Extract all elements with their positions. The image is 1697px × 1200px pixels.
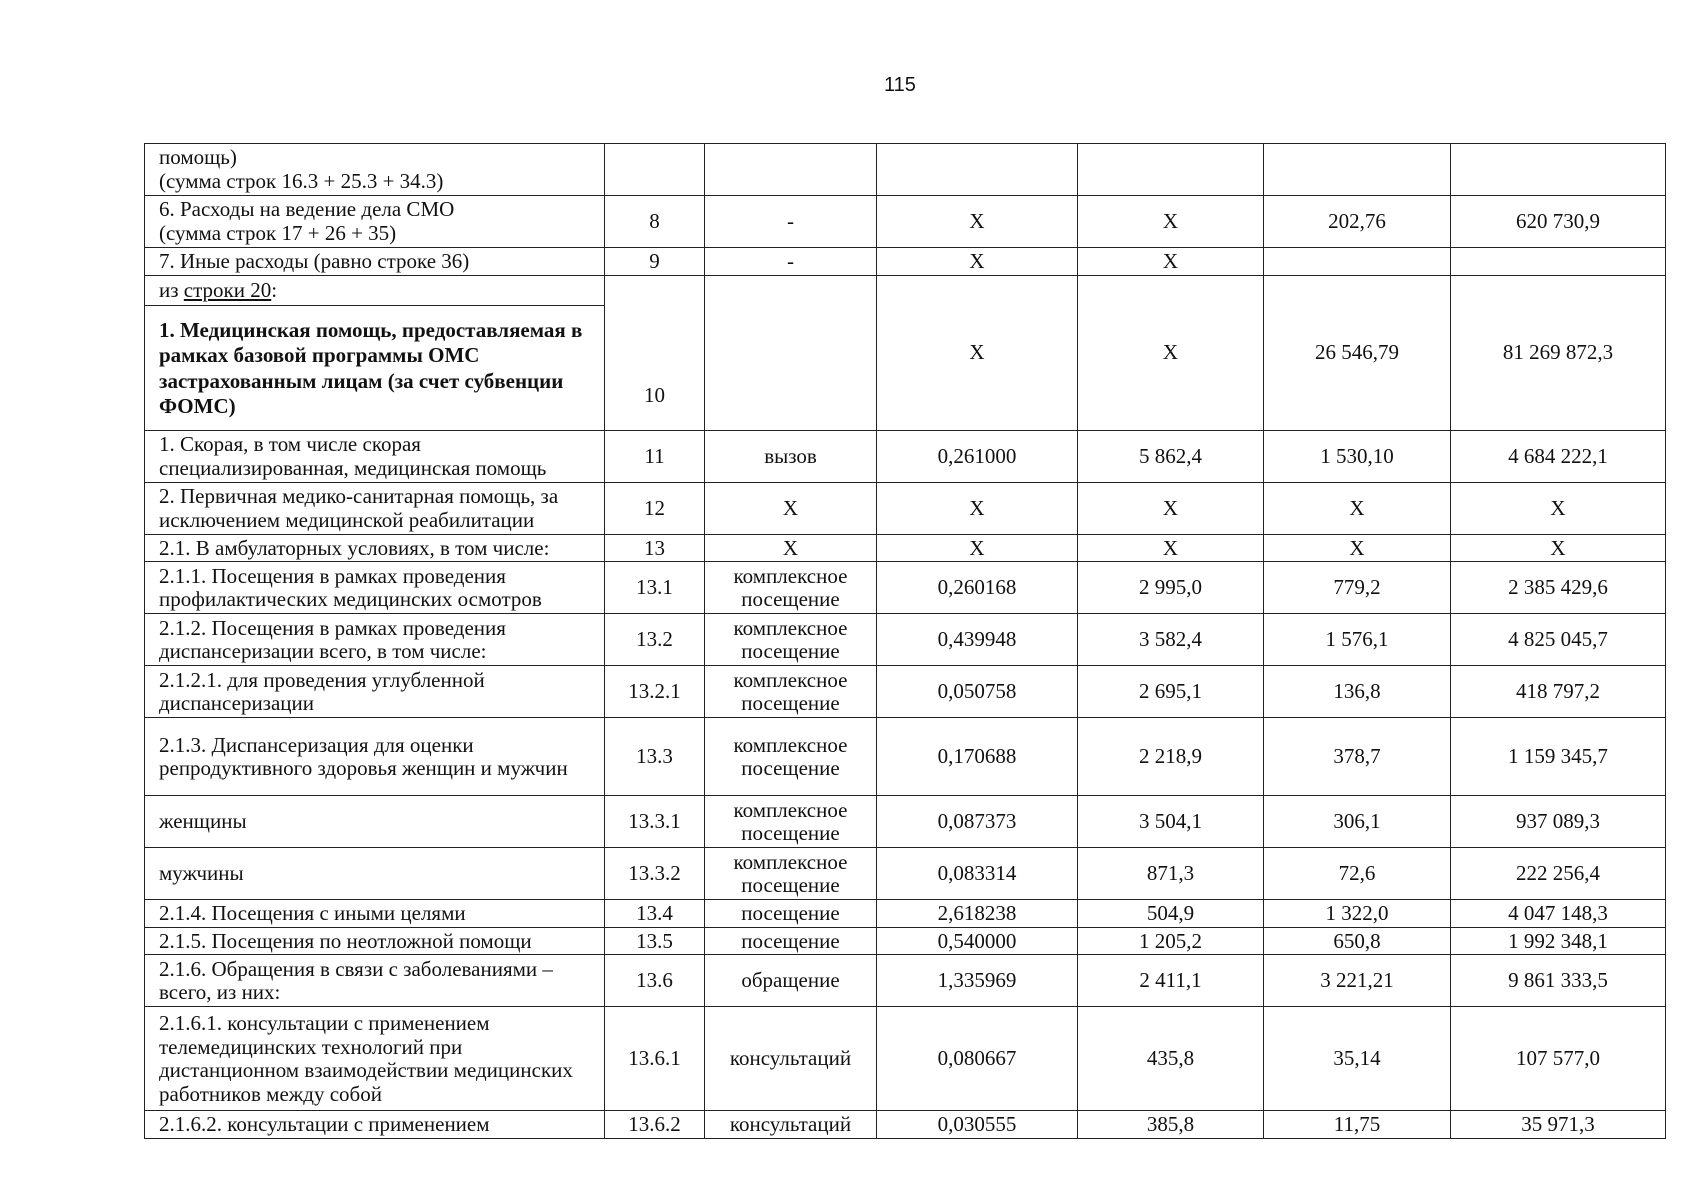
table-row — [145, 1111, 1666, 1139]
row-per-capita-cell: Х — [1264, 482, 1451, 534]
table-body — [145, 144, 1666, 1139]
row-code-cell: 9 — [605, 248, 705, 276]
row-unit-cell: посещение — [705, 900, 877, 928]
row-unit-cell: Х — [705, 482, 877, 534]
row-volume-cell: 0,540000 — [877, 927, 1078, 955]
row-per-capita-cell: 72,6 — [1264, 848, 1451, 900]
row-name-cell: 2.1.2.1. для проведения углубленной диспансеризации — [145, 666, 605, 718]
row-volume-cell — [877, 144, 1078, 196]
row-cost-cell: 2 995,0 — [1078, 562, 1264, 614]
row-per-capita-cell: 306,1 — [1264, 796, 1451, 848]
row-name-cell: 7. Иные расходы (равно строке 36) — [145, 248, 605, 276]
row-cost-cell: Х — [1078, 482, 1264, 534]
row-code-cell — [605, 144, 705, 196]
row-cost-cell: 3 504,1 — [1078, 796, 1264, 848]
row-ref-prefix: из — [159, 278, 184, 303]
table-row — [145, 534, 1666, 562]
row-total-cell — [1451, 248, 1666, 276]
row-total-cell: 4 047 148,3 — [1451, 900, 1666, 928]
row-unit-cell: комплексное посещение — [705, 848, 877, 900]
row-code-cell: 13.1 — [605, 562, 705, 614]
row-name-cell: 2.1.2. Посещения в рамках проведения диспансеризации всего, в том числе: — [145, 614, 605, 666]
row-cost-cell: 435,8 — [1078, 1007, 1264, 1111]
table-row — [145, 927, 1666, 955]
row-per-capita-cell: 26 546,79 — [1264, 275, 1451, 430]
row-name-cell — [145, 275, 605, 430]
row-total-cell: 418 797,2 — [1451, 666, 1666, 718]
row-cost-cell: 2 695,1 — [1078, 666, 1264, 718]
row-total-cell: 107 577,0 — [1451, 1007, 1666, 1111]
row-volume-cell: Х — [877, 196, 1078, 248]
row-cost-cell: 5 862,4 — [1078, 430, 1264, 482]
row-cost-cell: Х — [1078, 534, 1264, 562]
table-row — [145, 796, 1666, 848]
financing-table — [144, 143, 1666, 1139]
table-row — [145, 614, 1666, 666]
table-row — [145, 144, 1666, 196]
row-unit-cell — [705, 275, 877, 430]
row-volume-cell: 0,261000 — [877, 430, 1078, 482]
row-ref-link: строки 20 — [183, 278, 272, 303]
row-per-capita-cell: 1 576,1 — [1264, 614, 1451, 666]
row-total-cell: 9 861 333,5 — [1451, 955, 1666, 1007]
row-total-cell: 35 971,3 — [1451, 1111, 1666, 1139]
row-name-cell: 2. Первичная медико-санитарная помощь, за исключением медицинской реабилитации — [145, 482, 605, 534]
row-name-cell: 2.1.6.2. консультации с применением — [145, 1111, 605, 1139]
table-row — [145, 955, 1666, 1007]
section-heading: 1. Медицинская помощь, предоставляемая в рамках базовой программы ОМС застрахованным лицам (за счет субвенции ФОМС) — [159, 317, 583, 419]
row-volume-cell: 0,439948 — [877, 614, 1078, 666]
row-name-cell: помощь) (сумма строк 16.3 + 25.3 + 34.3) — [145, 144, 605, 196]
table-row — [145, 482, 1666, 534]
row-code-cell: 12 — [605, 482, 705, 534]
row-unit-cell: комплексное посещение — [705, 614, 877, 666]
row-total-cell: 4 825 045,7 — [1451, 614, 1666, 666]
row-name-cell: 2.1.5. Посещения по неотложной помощи — [145, 927, 605, 955]
row-cost-cell: 504,9 — [1078, 900, 1264, 928]
row-cost-cell: 385,8 — [1078, 1111, 1264, 1139]
row-volume-cell: 0,170688 — [877, 718, 1078, 796]
row-code-cell: 13.6 — [605, 955, 705, 1007]
row-name-cell: 2.1.6.1. консультации с применением телемедицинских технологий при дистанционном взаимодействии медицинских работников между собой — [145, 1007, 605, 1111]
table-row — [145, 848, 1666, 900]
row-code-cell: 13.3.2 — [605, 848, 705, 900]
row-code-cell: 10 — [605, 275, 705, 430]
row-per-capita-cell: 650,8 — [1264, 927, 1451, 955]
row-per-capita-cell: Х — [1264, 534, 1451, 562]
row-total-cell: 222 256,4 — [1451, 848, 1666, 900]
row-per-capita-cell: 202,76 — [1264, 196, 1451, 248]
row-total-cell — [1451, 144, 1666, 196]
row-name-cell: мужчины — [145, 848, 605, 900]
row-volume-cell: Х — [877, 275, 1078, 430]
row-unit-cell: Х — [705, 534, 877, 562]
row-per-capita-cell: 1 322,0 — [1264, 900, 1451, 928]
row-name-cell: 1. Скорая, в том числе скорая специализированная, медицинская помощь — [145, 430, 605, 482]
row-volume-cell: Х — [877, 534, 1078, 562]
table-row — [145, 430, 1666, 482]
row-per-capita-cell: 378,7 — [1264, 718, 1451, 796]
row-volume-cell: 0,030555 — [877, 1111, 1078, 1139]
table-row — [145, 1007, 1666, 1111]
row-code-cell: 13.6.2 — [605, 1111, 705, 1139]
table-row — [145, 718, 1666, 796]
row-total-cell: 81 269 872,3 — [1451, 275, 1666, 430]
row-per-capita-cell: 1 530,10 — [1264, 430, 1451, 482]
row-ref-note — [145, 277, 604, 306]
row-per-capita-cell: 779,2 — [1264, 562, 1451, 614]
row-unit-cell: - — [705, 248, 877, 276]
row-name-cell: 6. Расходы на ведение дела СМО (сумма строк 17 + 26 + 35) — [145, 196, 605, 248]
row-name-cell: 2.1.1. Посещения в рамках проведения профилактических медицинских осмотров — [145, 562, 605, 614]
row-total-cell: Х — [1451, 534, 1666, 562]
row-volume-cell: 0,260168 — [877, 562, 1078, 614]
row-unit-cell — [705, 144, 877, 196]
row-cost-cell: Х — [1078, 196, 1264, 248]
row-cost-cell: 2 411,1 — [1078, 955, 1264, 1007]
row-ref-suffix: : — [271, 278, 278, 303]
row-code-cell: 13.5 — [605, 927, 705, 955]
row-volume-cell: 0,050758 — [877, 666, 1078, 718]
row-volume-cell: 0,080667 — [877, 1007, 1078, 1111]
table-row — [145, 562, 1666, 614]
row-code-cell: 13.2 — [605, 614, 705, 666]
row-cost-cell: 3 582,4 — [1078, 614, 1264, 666]
row-unit-cell: вызов — [705, 430, 877, 482]
row-volume-cell: 0,087373 — [877, 796, 1078, 848]
row-unit-cell: комплексное посещение — [705, 666, 877, 718]
row-total-cell: 2 385 429,6 — [1451, 562, 1666, 614]
row-code-cell: 13.4 — [605, 900, 705, 928]
row-name-cell: 2.1. В амбулаторных условиях, в том числе: — [145, 534, 605, 562]
table-row — [145, 275, 1666, 430]
row-code-cell: 13 — [605, 534, 705, 562]
row-unit-cell: обращение — [705, 955, 877, 1007]
row-name-cell: 2.1.6. Обращения в связи с заболеваниями – всего, из них: — [145, 955, 605, 1007]
row-per-capita-cell: 35,14 — [1264, 1007, 1451, 1111]
row-code-cell: 13.6.1 — [605, 1007, 705, 1111]
row-cost-cell: 1 205,2 — [1078, 927, 1264, 955]
row-per-capita-cell — [1264, 248, 1451, 276]
row-volume-cell: 0,083314 — [877, 848, 1078, 900]
table-row — [145, 196, 1666, 248]
row-volume-cell: 1,335969 — [877, 955, 1078, 1007]
row-total-cell: 4 684 222,1 — [1451, 430, 1666, 482]
row-unit-cell: консультаций — [705, 1111, 877, 1139]
row-total-cell: Х — [1451, 482, 1666, 534]
row-name-cell: 2.1.3. Диспансеризация для оценки репродуктивного здоровья женщин и мужчин — [145, 718, 605, 796]
row-unit-cell: комплексное посещение — [705, 796, 877, 848]
row-cost-cell: Х — [1078, 248, 1264, 276]
table-row — [145, 900, 1666, 928]
row-unit-cell: комплексное посещение — [705, 562, 877, 614]
row-total-cell: 937 089,3 — [1451, 796, 1666, 848]
row-total-cell: 620 730,9 — [1451, 196, 1666, 248]
table-row — [145, 666, 1666, 718]
row-cost-cell: Х — [1078, 275, 1264, 430]
page-number: 115 — [884, 74, 916, 96]
row-cost-cell: 2 218,9 — [1078, 718, 1264, 796]
table-row — [145, 248, 1666, 276]
row-total-cell: 1 159 345,7 — [1451, 718, 1666, 796]
row-per-capita-cell: 136,8 — [1264, 666, 1451, 718]
row-unit-cell: консультаций — [705, 1007, 877, 1111]
row-unit-cell: посещение — [705, 927, 877, 955]
row-name-cell: 2.1.4. Посещения с иными целями — [145, 900, 605, 928]
row-code-cell: 8 — [605, 196, 705, 248]
row-volume-cell: Х — [877, 482, 1078, 534]
row-cost-cell: 871,3 — [1078, 848, 1264, 900]
row-per-capita-cell: 3 221,21 — [1264, 955, 1451, 1007]
row-volume-cell: 2,618238 — [877, 900, 1078, 928]
row-code-cell: 11 — [605, 430, 705, 482]
row-code-cell: 13.3.1 — [605, 796, 705, 848]
row-total-cell: 1 992 348,1 — [1451, 927, 1666, 955]
row-code-cell: 13.3 — [605, 718, 705, 796]
row-unit-cell: комплексное посещение — [705, 718, 877, 796]
row-volume-cell: Х — [877, 248, 1078, 276]
row-unit-cell: - — [705, 196, 877, 248]
row-per-capita-cell — [1264, 144, 1451, 196]
row-code-cell: 13.2.1 — [605, 666, 705, 718]
row-name-cell: женщины — [145, 796, 605, 848]
row-cost-cell — [1078, 144, 1264, 196]
row-per-capita-cell: 11,75 — [1264, 1111, 1451, 1139]
